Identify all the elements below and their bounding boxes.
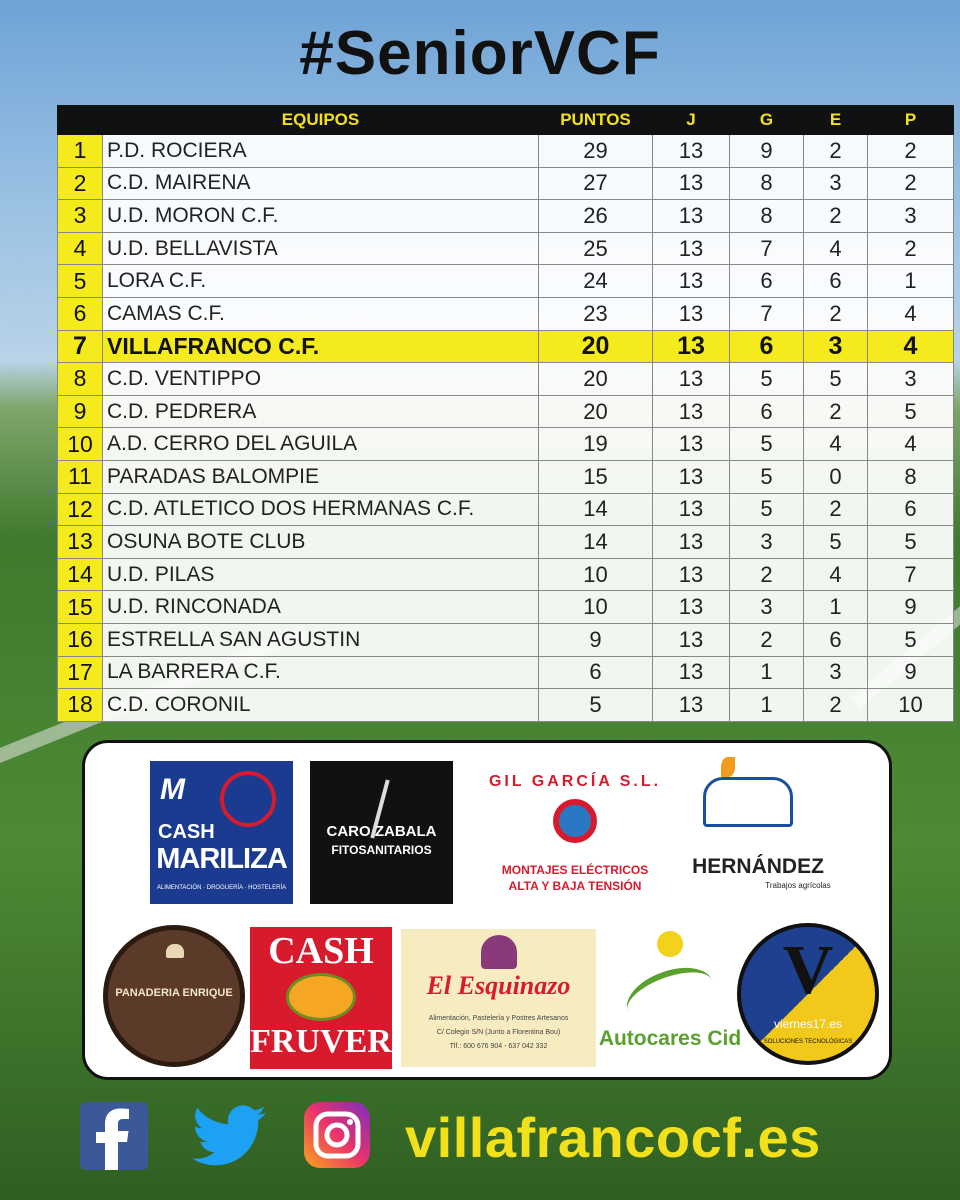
table-row — [58, 460, 954, 493]
position-cell: 6 — [58, 297, 103, 330]
p-cell: 9 — [868, 591, 954, 624]
facebook-icon[interactable] — [80, 1102, 148, 1170]
position-cell: 5 — [58, 265, 103, 298]
gil-garcia-name: GIL GARCÍA S.L. — [488, 773, 662, 790]
e-cell: 2 — [804, 395, 868, 428]
p-cell: 4 — [868, 330, 954, 363]
g-cell: 5 — [730, 493, 804, 526]
g-cell: 5 — [730, 363, 804, 396]
j-cell: 13 — [653, 363, 730, 396]
pts-cell: 5 — [539, 689, 653, 722]
twitter-icon[interactable] — [192, 1104, 266, 1168]
p-cell: 2 — [868, 135, 954, 168]
pts-cell: 9 — [539, 623, 653, 656]
insulator-icon — [553, 799, 597, 843]
cash-mariliza-logo — [150, 761, 293, 904]
position-cell: 12 — [58, 493, 103, 526]
team-name-cell: U.D. BELLAVISTA — [103, 232, 539, 265]
p-cell: 10 — [868, 689, 954, 722]
position-cell: 16 — [58, 623, 103, 656]
esquinazo-line3: Tlf.: 600 676 904 - 637 042 332 — [449, 1043, 548, 1050]
p-cell: 5 — [868, 623, 954, 656]
position-cell: 4 — [58, 232, 103, 265]
viernes17-letter: V — [782, 932, 834, 1009]
esquinazo-name: El Esquinazo — [426, 971, 571, 1000]
col-header-j: J — [653, 106, 730, 135]
fruver-cash: CASH — [268, 930, 374, 972]
g-cell: 7 — [730, 297, 804, 330]
team-name-cell: C.D. PEDRERA — [103, 395, 539, 428]
pts-cell: 19 — [539, 428, 653, 461]
position-cell: 8 — [58, 363, 103, 396]
team-name-cell: U.D. PILAS — [103, 558, 539, 591]
position-cell: 18 — [58, 689, 103, 722]
esquinazo-line2: C/ Colegio S/N (Junto a Florentina Bou) — [436, 1029, 561, 1036]
autocares-logo — [595, 923, 745, 1071]
j-cell: 13 — [653, 526, 730, 559]
team-name-cell: OSUNA BOTE CLUB — [103, 526, 539, 559]
team-name-cell: C.D. VENTIPPO — [103, 363, 539, 396]
pts-cell: 26 — [539, 200, 653, 233]
hernandez-name: HERNÁNDEZ — [692, 855, 824, 878]
table-row — [58, 363, 954, 396]
j-cell: 13 — [653, 395, 730, 428]
mariliza-m-icon: M — [160, 773, 185, 806]
team-name-cell: PARADAS BALOMPIE — [103, 460, 539, 493]
e-cell: 5 — [804, 363, 868, 396]
standings-table — [57, 105, 954, 722]
position-cell: 7 — [58, 330, 103, 363]
esquinazo-logo — [401, 929, 596, 1067]
col-header-puntos: PUNTOS — [539, 106, 653, 135]
pos-header — [58, 106, 103, 135]
pts-cell: 20 — [539, 363, 653, 396]
gil-garcia-line1: MONTAJES ELÉCTRICOS — [501, 863, 649, 877]
p-cell: 3 — [868, 200, 954, 233]
viernes17-domain: viernes17.es — [773, 1017, 843, 1031]
table-row — [58, 167, 954, 200]
g-cell: 5 — [730, 428, 804, 461]
g-cell: 6 — [730, 330, 804, 363]
carozabala-logo — [310, 761, 453, 904]
e-cell: 6 — [804, 265, 868, 298]
position-cell: 14 — [58, 558, 103, 591]
col-header-e: E — [804, 106, 868, 135]
g-cell: 2 — [730, 623, 804, 656]
chef-hat-icon — [166, 944, 184, 958]
p-cell: 2 — [868, 167, 954, 200]
p-cell: 9 — [868, 656, 954, 689]
panaderia-name: PANADERIA ENRIQUE — [115, 987, 233, 999]
e-cell: 2 — [804, 493, 868, 526]
g-cell: 6 — [730, 265, 804, 298]
j-cell: 13 — [653, 460, 730, 493]
e-cell: 3 — [804, 656, 868, 689]
j-cell: 13 — [653, 591, 730, 624]
position-cell: 10 — [58, 428, 103, 461]
team-name-cell: LA BARRERA C.F. — [103, 656, 539, 689]
table-row — [58, 591, 954, 624]
j-cell: 13 — [653, 167, 730, 200]
website-link[interactable]: villafrancocf.es — [405, 1106, 821, 1169]
fruver-name: FRUVER — [250, 1023, 392, 1060]
pts-cell: 14 — [539, 493, 653, 526]
j-cell: 13 — [653, 558, 730, 591]
gil-garcia-logo — [480, 763, 670, 903]
instagram-icon[interactable] — [304, 1102, 370, 1168]
team-name-cell: U.D. MORON C.F. — [103, 200, 539, 233]
cupcake-icon — [481, 935, 517, 969]
table-row — [58, 623, 954, 656]
p-cell: 5 — [868, 526, 954, 559]
team-name-cell: C.D. MAIRENA — [103, 167, 539, 200]
col-header-p: P — [868, 106, 954, 135]
position-cell: 2 — [58, 167, 103, 200]
tractor-icon — [703, 777, 793, 827]
g-cell: 5 — [730, 460, 804, 493]
pts-cell: 10 — [539, 558, 653, 591]
j-cell: 13 — [653, 232, 730, 265]
e-cell: 4 — [804, 232, 868, 265]
table-row — [58, 656, 954, 689]
pts-cell: 14 — [539, 526, 653, 559]
table-row — [58, 558, 954, 591]
leaf-icon — [721, 757, 735, 777]
g-cell: 2 — [730, 558, 804, 591]
autocares-name: Autocares Cid — [598, 1027, 742, 1050]
table-row — [58, 689, 954, 722]
position-cell: 9 — [58, 395, 103, 428]
viernes17-logo — [737, 923, 879, 1065]
position-cell: 15 — [58, 591, 103, 624]
e-cell: 3 — [804, 167, 868, 200]
p-cell: 5 — [868, 395, 954, 428]
e-cell: 5 — [804, 526, 868, 559]
road-icon — [619, 957, 721, 1035]
table-header-row — [58, 106, 954, 135]
p-cell: 6 — [868, 493, 954, 526]
esquinazo-line1: Alimentación, Pastelería y Postres Artesanos — [428, 1015, 569, 1022]
team-name-cell: ESTRELLA SAN AGUSTIN — [103, 623, 539, 656]
table-row — [58, 265, 954, 298]
e-cell: 4 — [804, 558, 868, 591]
j-cell: 13 — [653, 428, 730, 461]
carozabala-sub: FITOSANITARIOS — [331, 843, 432, 857]
mariliza-name: MARILIZA — [156, 843, 287, 875]
position-cell: 11 — [58, 460, 103, 493]
j-cell: 13 — [653, 493, 730, 526]
team-name-cell: P.D. ROCIERA — [103, 135, 539, 168]
j-cell: 13 — [653, 265, 730, 298]
j-cell: 13 — [653, 330, 730, 363]
table-row — [58, 135, 954, 168]
col-header-equipos: EQUIPOS — [103, 106, 539, 135]
pts-cell: 20 — [539, 330, 653, 363]
team-name-cell: A.D. CERRO DEL AGUILA — [103, 428, 539, 461]
e-cell: 4 — [804, 428, 868, 461]
sun-icon — [657, 931, 683, 957]
col-header-g: G — [730, 106, 804, 135]
pts-cell: 25 — [539, 232, 653, 265]
sponsors-panel — [82, 740, 892, 1080]
p-cell: 7 — [868, 558, 954, 591]
team-name-cell: CAMAS C.F. — [103, 297, 539, 330]
table-row — [58, 493, 954, 526]
j-cell: 13 — [653, 135, 730, 168]
g-cell: 6 — [730, 395, 804, 428]
team-name-cell: VILLAFRANCO C.F. — [103, 330, 539, 363]
page-title: #SeniorVCF — [299, 19, 661, 88]
pts-cell: 6 — [539, 656, 653, 689]
pts-cell: 29 — [539, 135, 653, 168]
p-cell: 2 — [868, 232, 954, 265]
team-name-cell: C.D. ATLETICO DOS HERMANAS C.F. — [103, 493, 539, 526]
j-cell: 13 — [653, 200, 730, 233]
pts-cell: 10 — [539, 591, 653, 624]
j-cell: 13 — [653, 297, 730, 330]
team-name-cell: C.D. CORONIL — [103, 689, 539, 722]
pts-cell: 27 — [539, 167, 653, 200]
p-cell: 4 — [868, 297, 954, 330]
table-row — [58, 232, 954, 265]
g-cell: 8 — [730, 200, 804, 233]
p-cell: 3 — [868, 363, 954, 396]
table-row — [58, 428, 954, 461]
p-cell: 1 — [868, 265, 954, 298]
position-cell: 3 — [58, 200, 103, 233]
table-row — [58, 297, 954, 330]
hernandez-tagline: Trabajos agrícolas — [765, 881, 831, 890]
j-cell: 13 — [653, 689, 730, 722]
table-row — [58, 330, 954, 363]
e-cell: 2 — [804, 135, 868, 168]
e-cell: 0 — [804, 460, 868, 493]
g-cell: 3 — [730, 526, 804, 559]
pts-cell: 15 — [539, 460, 653, 493]
g-cell: 9 — [730, 135, 804, 168]
g-cell: 1 — [730, 656, 804, 689]
position-cell: 1 — [58, 135, 103, 168]
cart-icon — [220, 771, 276, 827]
pts-cell: 24 — [539, 265, 653, 298]
p-cell: 8 — [868, 460, 954, 493]
cash-fruver-logo — [250, 927, 392, 1069]
e-cell: 2 — [804, 297, 868, 330]
g-cell: 8 — [730, 167, 804, 200]
table-row — [58, 395, 954, 428]
e-cell: 3 — [804, 330, 868, 363]
e-cell: 6 — [804, 623, 868, 656]
hernandez-logo — [683, 755, 833, 905]
pts-cell: 23 — [539, 297, 653, 330]
mariliza-tagline: ALIMENTACIÓN · DROGUERÍA · HOSTELERÍA — [156, 885, 287, 891]
gil-garcia-line2: ALTA Y BAJA TENSIÓN — [508, 879, 642, 893]
e-cell: 1 — [804, 591, 868, 624]
g-cell: 7 — [730, 232, 804, 265]
position-cell: 13 — [58, 526, 103, 559]
j-cell: 13 — [653, 623, 730, 656]
panaderia-logo — [103, 925, 245, 1067]
g-cell: 1 — [730, 689, 804, 722]
p-cell: 4 — [868, 428, 954, 461]
pts-cell: 20 — [539, 395, 653, 428]
e-cell: 2 — [804, 200, 868, 233]
fruit-basket-icon — [286, 973, 356, 1021]
team-name-cell: U.D. RINCONADA — [103, 591, 539, 624]
g-cell: 3 — [730, 591, 804, 624]
team-name-cell: LORA C.F. — [103, 265, 539, 298]
e-cell: 2 — [804, 689, 868, 722]
position-cell: 17 — [58, 656, 103, 689]
table-row — [58, 526, 954, 559]
carozabala-name: CARO ZABALA — [326, 823, 437, 840]
viernes17-tagline: SOLUCIONES TECNOLÓGICAS — [763, 1039, 853, 1045]
table-row — [58, 200, 954, 233]
j-cell: 13 — [653, 656, 730, 689]
mariliza-cash: CASH — [158, 821, 215, 843]
